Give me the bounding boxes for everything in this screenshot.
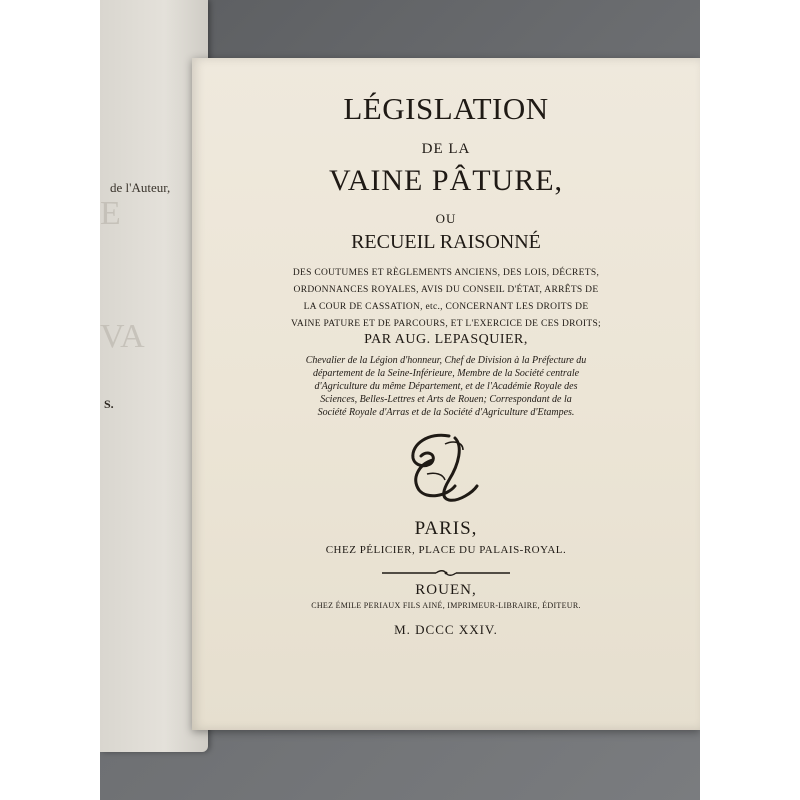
- subtitle-line: DES COUTUMES ET RÈGLEMENTS ANCIENS, DES LOIS, DÉCRETS,: [292, 268, 600, 278]
- title-recueil: RECUEIL RAISONNÉ: [351, 231, 541, 253]
- left-page-bleed-text: E: [100, 195, 121, 232]
- left-page-text-line: de l'Auteur,: [110, 180, 171, 195]
- credentials-line: Sciences, Belles-Lettres et Arts de Rouen; Correspondant de la: [320, 394, 572, 405]
- credentials-line: Société Royale d'Arras et de la Société d'Agriculture d'Etampes.: [317, 407, 575, 418]
- title-vaine-pature: VAINE PÂTURE,: [328, 164, 564, 197]
- imprint-city-paris: PARIS,: [414, 518, 478, 539]
- decorative-rule: [380, 570, 512, 576]
- imprint-city-rouen: ROUEN,: [415, 582, 477, 598]
- subtitle-line: ORDONNANCES ROYALES, AVIS DU CONSEIL D'ÉTAT, ARRÊTS DE: [293, 285, 599, 295]
- left-page-bleed-text: VA: [100, 318, 145, 355]
- imprint-publisher-rouen: CHEZ ÉMILE PERIAUX FILS AINÉ, IMPRIMEUR-LIBRAIRE, ÉDITEUR.: [311, 601, 581, 610]
- book-photo: [100, 0, 700, 800]
- subtitle-line: VAINE PATURE ET DE PARCOURS, ET L'EXERCICE DE CES DROITS;: [290, 319, 601, 329]
- credentials-line: département de la Seine-Inférieure, Membre de la Société centrale: [312, 368, 580, 379]
- author-line: PAR AUG. LEPASQUIER,: [364, 332, 528, 347]
- main-title: LÉGISLATION: [343, 91, 549, 126]
- subtitle-line: LA COUR DE CASSATION, etc., CONCERNANT LES DROITS DE: [303, 302, 589, 312]
- monogram-ornament: [389, 430, 499, 505]
- credentials-line: d'Agriculture du même Département, et de l'Académie Royale des: [314, 381, 578, 392]
- left-page-text-fragment: S.: [104, 397, 114, 411]
- imprint-year: M. DCCC XXIV.: [394, 622, 498, 637]
- title-page: [192, 58, 700, 730]
- title-ou: OU: [435, 211, 457, 226]
- title-de-la: DE LA: [421, 141, 471, 157]
- imprint-publisher-paris: CHEZ PÉLICIER, PLACE DU PALAIS-ROYAL.: [325, 544, 567, 556]
- credentials-line: Chevalier de la Légion d'honneur, Chef de Division à la Préfecture du: [305, 355, 587, 366]
